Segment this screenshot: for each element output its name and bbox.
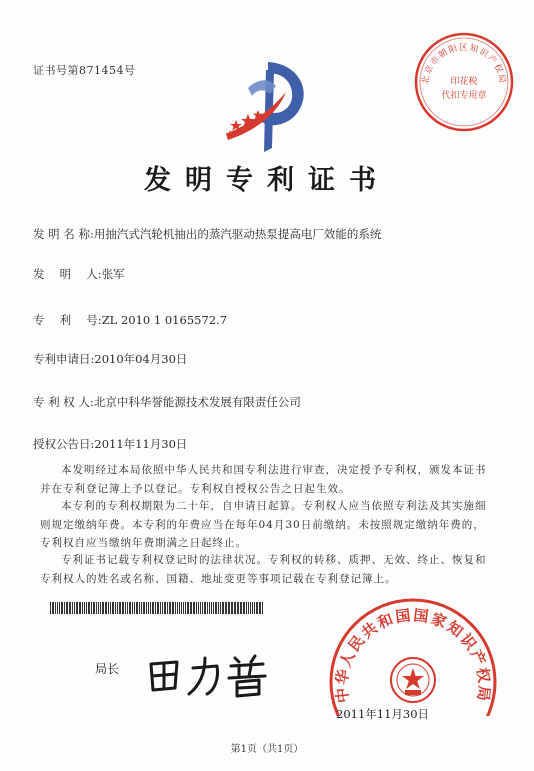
barcode-bar bbox=[175, 602, 176, 614]
barcode-bar bbox=[64, 602, 65, 614]
barcode-bar bbox=[157, 602, 159, 614]
barcode-bar bbox=[122, 602, 124, 614]
barcode-bar bbox=[231, 602, 233, 614]
barcode-bar bbox=[196, 602, 197, 614]
svg-text:代扣专用章: 代扣专用章 bbox=[441, 91, 487, 101]
grant-date-value: 2011年11月30日 bbox=[94, 437, 188, 451]
barcode-bar bbox=[218, 602, 219, 614]
barcode-bar bbox=[93, 602, 95, 614]
barcode-bar bbox=[61, 602, 63, 614]
field-label: 授权公告日: bbox=[33, 437, 95, 451]
barcode-bar bbox=[86, 602, 87, 614]
invention-name-value: 用抽汽式汽轮机抽出的蒸汽驱动热泵提高电厂效能的系统 bbox=[93, 227, 382, 241]
barcode-bar bbox=[125, 602, 126, 614]
barcode-bar bbox=[96, 602, 97, 614]
barcode-bar bbox=[246, 602, 247, 614]
barcode-bar bbox=[222, 602, 224, 614]
barcode-bar bbox=[152, 602, 154, 614]
director-label: 局长 bbox=[95, 662, 120, 676]
barcode-bar bbox=[88, 602, 90, 614]
certificate-title: 发明专利证书 bbox=[144, 165, 390, 196]
barcode-bar bbox=[84, 602, 85, 614]
application-date-row bbox=[33, 351, 187, 367]
barcode bbox=[50, 602, 268, 614]
barcode-bar bbox=[200, 602, 201, 614]
barcode-bar bbox=[262, 602, 263, 614]
barcode-bar bbox=[82, 602, 83, 614]
barcode-bar bbox=[179, 602, 180, 614]
barcode-bar bbox=[256, 602, 258, 614]
barcode-bar bbox=[108, 602, 109, 614]
barcode-bar bbox=[248, 602, 249, 614]
barcode-bar bbox=[74, 602, 75, 614]
application-date-value: 2010年04月30日 bbox=[94, 352, 188, 366]
barcode-bar bbox=[52, 602, 54, 614]
field-label: 专 利 权 人: bbox=[33, 395, 94, 409]
barcode-bar bbox=[55, 602, 56, 614]
inventor-value: 张军 bbox=[101, 267, 125, 281]
field-label: 专 利 号: bbox=[33, 313, 102, 327]
barcode-bar bbox=[162, 602, 163, 614]
office-seal-stamp bbox=[318, 598, 508, 716]
barcode-bar bbox=[172, 602, 174, 614]
small-seal-text: 北京市朝阳区知识产权局 bbox=[420, 43, 508, 86]
barcode-bar bbox=[91, 602, 92, 614]
barcode-bar bbox=[117, 602, 118, 614]
barcode-bar bbox=[234, 602, 236, 614]
barcode-bar bbox=[129, 602, 131, 614]
barcode-bar bbox=[193, 602, 195, 614]
barcode-bar bbox=[57, 602, 58, 614]
patentee-row bbox=[33, 394, 301, 410]
national-emblem-icon bbox=[391, 658, 435, 702]
barcode-bar bbox=[169, 602, 171, 614]
barcode-bar bbox=[183, 602, 184, 614]
barcode-bar bbox=[110, 602, 111, 614]
barcode-bar bbox=[143, 602, 145, 614]
barcode-bar bbox=[185, 602, 186, 614]
barcode-bar bbox=[215, 602, 217, 614]
tax-seal-stamp bbox=[412, 30, 516, 134]
big-seal-text: 中华人民共和国国家知识产权局 bbox=[332, 606, 494, 704]
barcode-bar bbox=[66, 602, 68, 614]
barcode-bar bbox=[237, 602, 239, 614]
barcode-bar bbox=[50, 602, 51, 614]
certificate-number: 证书号第871454号 bbox=[33, 64, 136, 77]
barcode-bar bbox=[240, 602, 242, 614]
barcode-bar bbox=[209, 602, 210, 614]
barcode-bar bbox=[100, 602, 101, 614]
legal-status-paragraph: 专利证书记载专利权登记时的法律状况。专利权的转移、质押、无效、终止、恢复和专利权人的姓名或名称、国籍、地址变更等事项记载在专利登记簿上。 bbox=[40, 554, 487, 585]
barcode-bar bbox=[134, 602, 135, 614]
barcode-bar bbox=[150, 602, 151, 614]
barcode-bar bbox=[177, 602, 178, 614]
barcode-bar bbox=[202, 602, 203, 614]
barcode-bar bbox=[59, 602, 60, 614]
barcode-bar bbox=[148, 602, 149, 614]
barcode-bar bbox=[146, 602, 147, 614]
barcode-bar bbox=[250, 602, 251, 614]
patent-office-logo-icon bbox=[208, 48, 328, 168]
barcode-bar bbox=[141, 602, 142, 614]
barcode-bar bbox=[132, 602, 133, 614]
barcode-bar bbox=[207, 602, 208, 614]
barcode-bar bbox=[228, 602, 230, 614]
barcode-bar bbox=[72, 602, 73, 614]
grant-date-row bbox=[33, 436, 187, 452]
barcode-bar bbox=[181, 602, 182, 614]
term-paragraph: 本专利的专利权期限为二十年，自申请日起算。专利权人应当依照专利法及其实施细则规定缴纳年费。本专利的年费应当在每年04月30日前缴纳。未按照规定缴纳年费的，专利权自应当缴纳年费期满之日起终止。 bbox=[40, 500, 487, 549]
barcode-bar bbox=[102, 602, 104, 614]
barcode-bar bbox=[79, 602, 81, 614]
barcode-bar bbox=[211, 602, 212, 614]
patent-number-row bbox=[33, 312, 227, 328]
field-label: 发 明 名 称: bbox=[33, 227, 94, 241]
barcode-bar bbox=[105, 602, 107, 614]
barcode-bar bbox=[164, 602, 166, 614]
grant-paragraph: 本发明经过本局依照中华人民共和国专利法进行审查，决定授予专利权，颁发本证书并在专利登记簿上予以登记。专利权自授权公告之日起生效。 bbox=[40, 464, 487, 495]
barcode-bar bbox=[76, 602, 78, 614]
barcode-bar bbox=[112, 602, 114, 614]
barcode-bar bbox=[155, 602, 156, 614]
inventor-row bbox=[33, 266, 125, 282]
barcode-bar bbox=[69, 602, 71, 614]
barcode-bar bbox=[213, 602, 214, 614]
barcode-bar bbox=[167, 602, 168, 614]
director-signature bbox=[143, 650, 273, 700]
barcode-bar bbox=[136, 602, 138, 614]
barcode-bar bbox=[254, 602, 255, 614]
barcode-bar bbox=[190, 602, 192, 614]
seal-date: 2011年11月30日 bbox=[336, 707, 430, 721]
field-label: 专利申请日: bbox=[33, 352, 95, 366]
barcode-bar bbox=[98, 602, 99, 614]
barcode-bar bbox=[127, 602, 128, 614]
barcode-bar bbox=[252, 602, 253, 614]
barcode-bar bbox=[187, 602, 189, 614]
barcode-bar bbox=[119, 602, 121, 614]
barcode-bar bbox=[220, 602, 221, 614]
barcode-bar bbox=[198, 602, 199, 614]
patent-number-value: ZL 2010 1 0165572.7 bbox=[101, 313, 228, 327]
barcode-bar bbox=[225, 602, 227, 614]
barcode-bar bbox=[160, 602, 161, 614]
barcode-bar bbox=[115, 602, 116, 614]
svg-text:印花税: 印花税 bbox=[450, 77, 478, 87]
field-label: 发 明 人: bbox=[33, 267, 102, 281]
barcode-bar bbox=[243, 602, 245, 614]
barcode-bar bbox=[259, 602, 261, 614]
invention-name-row bbox=[33, 226, 381, 242]
barcode-bar bbox=[204, 602, 206, 614]
patentee-value: 北京中科华誉能源技术发展有限责任公司 bbox=[93, 395, 301, 409]
page-number: 第1页（共1页） bbox=[230, 744, 304, 755]
barcode-bar bbox=[139, 602, 140, 614]
